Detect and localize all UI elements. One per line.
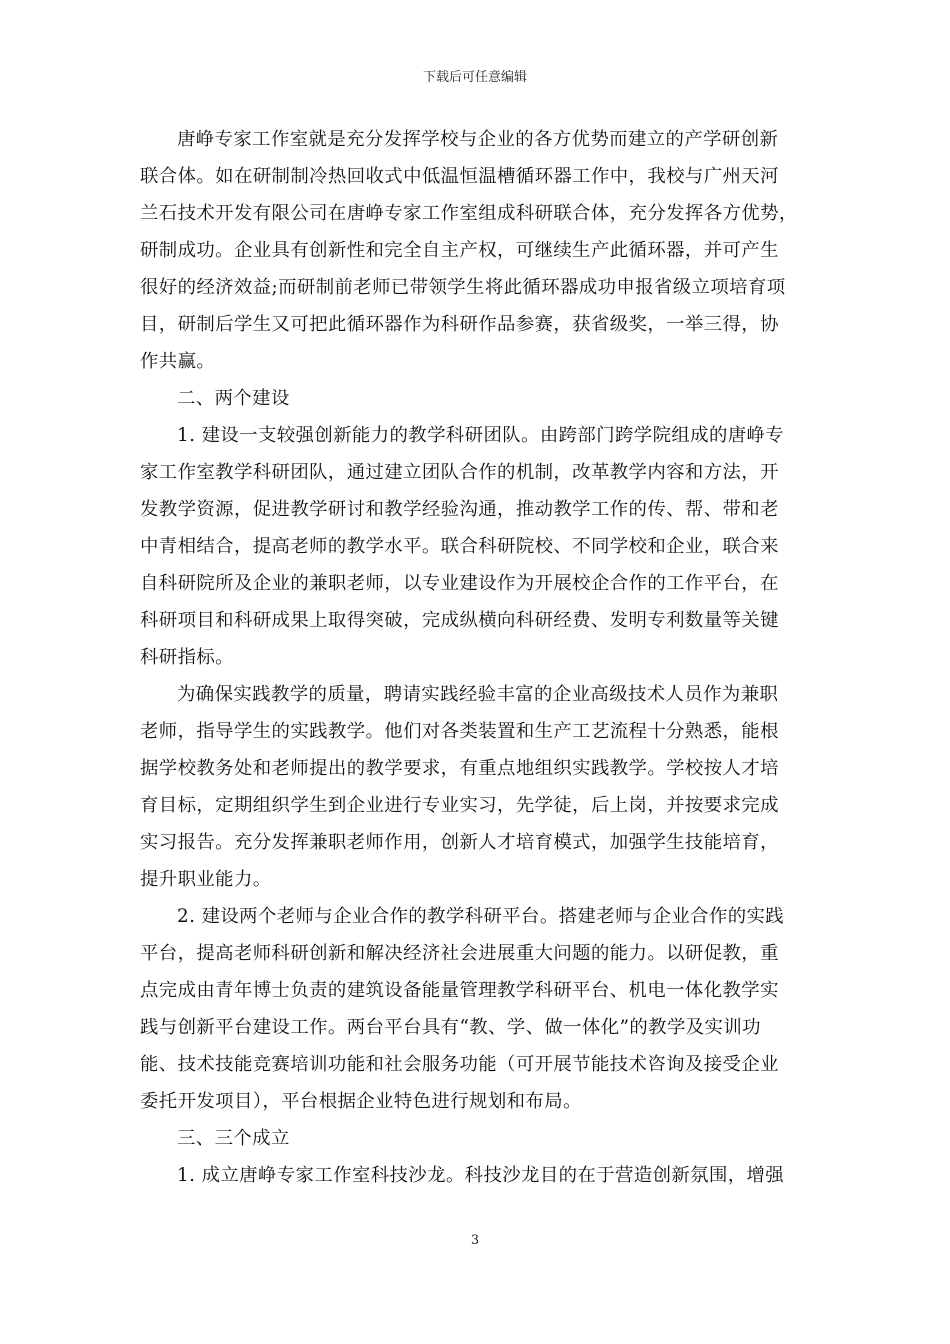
document-body — [140, 121, 810, 1194]
body-line: 育目标，定期组织学生到企业进行专业实习，先学徒，后上岗，并按要求完成 — [140, 795, 779, 816]
body-line: 1. 成立唐峥专家工作室科技沙龙。科技沙龙目的在于营造创新氛围，增强 — [177, 1165, 785, 1186]
body-line: 践与创新平台建设工作。两台平台具有“教、学、做一体化”的教学及实训功 — [140, 1017, 761, 1038]
section-heading: 三、三个成立 — [177, 1128, 290, 1149]
body-line: 能、技术技能竞赛培训功能和社会服务功能（可开展节能技术咨询及接受企业 — [140, 1054, 779, 1075]
page-header: 下载后可任意编辑 — [422, 70, 527, 85]
body-line: 作共赢。 — [140, 351, 216, 372]
body-line: 科研指标。 — [140, 647, 234, 668]
section-heading: 二、两个建设 — [177, 388, 290, 409]
body-line: 1. 建设一支较强创新能力的教学科研团队。由跨部门跨学院组成的唐峥专 — [177, 425, 785, 446]
body-line: 据学校教务处和老师提出的教学要求，有重点地组织实践教学。学校按人才培 — [140, 758, 779, 779]
body-line: 提升职业能力。 — [140, 869, 272, 890]
body-line: 点完成由青年博士负责的建筑设备能量管理教学科研平台、机电一体化教学实 — [140, 980, 779, 1001]
body-line: 兰石技术开发有限公司在唐峥专家工作室组成科研联合体，充分发挥各方优势， — [140, 203, 798, 224]
body-line: 发教学资源，促进教学研讨和教学经验沟通，推动教学工作的传、帮、带和老 — [140, 499, 779, 520]
body-line: 研制成功。企业具有创新性和完全自主产权，可继续生产此循环器，并可产生 — [140, 240, 779, 261]
body-line: 科研项目和科研成果上取得突破，完成纵横向科研经费、发明专利数量等关键 — [140, 610, 779, 631]
body-line: 很好的经济效益;而研制前老师已带领学生将此循环器成功申报省级立项培育项 — [140, 277, 786, 298]
body-line: 家工作室教学科研团队，通过建立团队合作的机制，改革教学内容和方法，开 — [140, 462, 779, 483]
body-line: 老师，指导学生的实践教学。他们对各类装置和生产工艺流程十分熟悉，能根 — [140, 721, 779, 742]
body-line: 为确保实践教学的质量，聘请实践经验丰富的企业高级技术人员作为兼职 — [177, 684, 779, 705]
body-line: 目，研制后学生又可把此循环器作为科研作品参赛，获省级奖，一举三得，协 — [140, 314, 779, 335]
body-line: 联合体。如在研制制冷热回收式中低温恒温槽循环器工作中，我校与广州天河 — [140, 166, 779, 187]
body-line: 平台，提高老师科研创新和解决经济社会进展重大问题的能力。以研促教，重 — [140, 943, 779, 964]
body-line: 委托开发项目），平台根据企业特色进行规划和布局。 — [140, 1091, 582, 1112]
body-line: 自科研院所及企业的兼职老师，以专业建设作为开展校企合作的工作平台，在 — [140, 573, 779, 594]
body-line: 实习报告。充分发挥兼职老师作用，创新人才培育模式，加强学生技能培育， — [140, 832, 779, 853]
body-line: 中青相结合，提高老师的教学水平。联合科研院校、不同学校和企业，联合来 — [140, 536, 779, 557]
body-line: 2. 建设两个老师与企业合作的教学科研平台。搭建老师与企业合作的实践 — [177, 906, 785, 927]
body-line: 唐峥专家工作室就是充分发挥学校与企业的各方优势而建立的产学研创新 — [177, 129, 779, 150]
page-number: 3 — [470, 1233, 480, 1248]
